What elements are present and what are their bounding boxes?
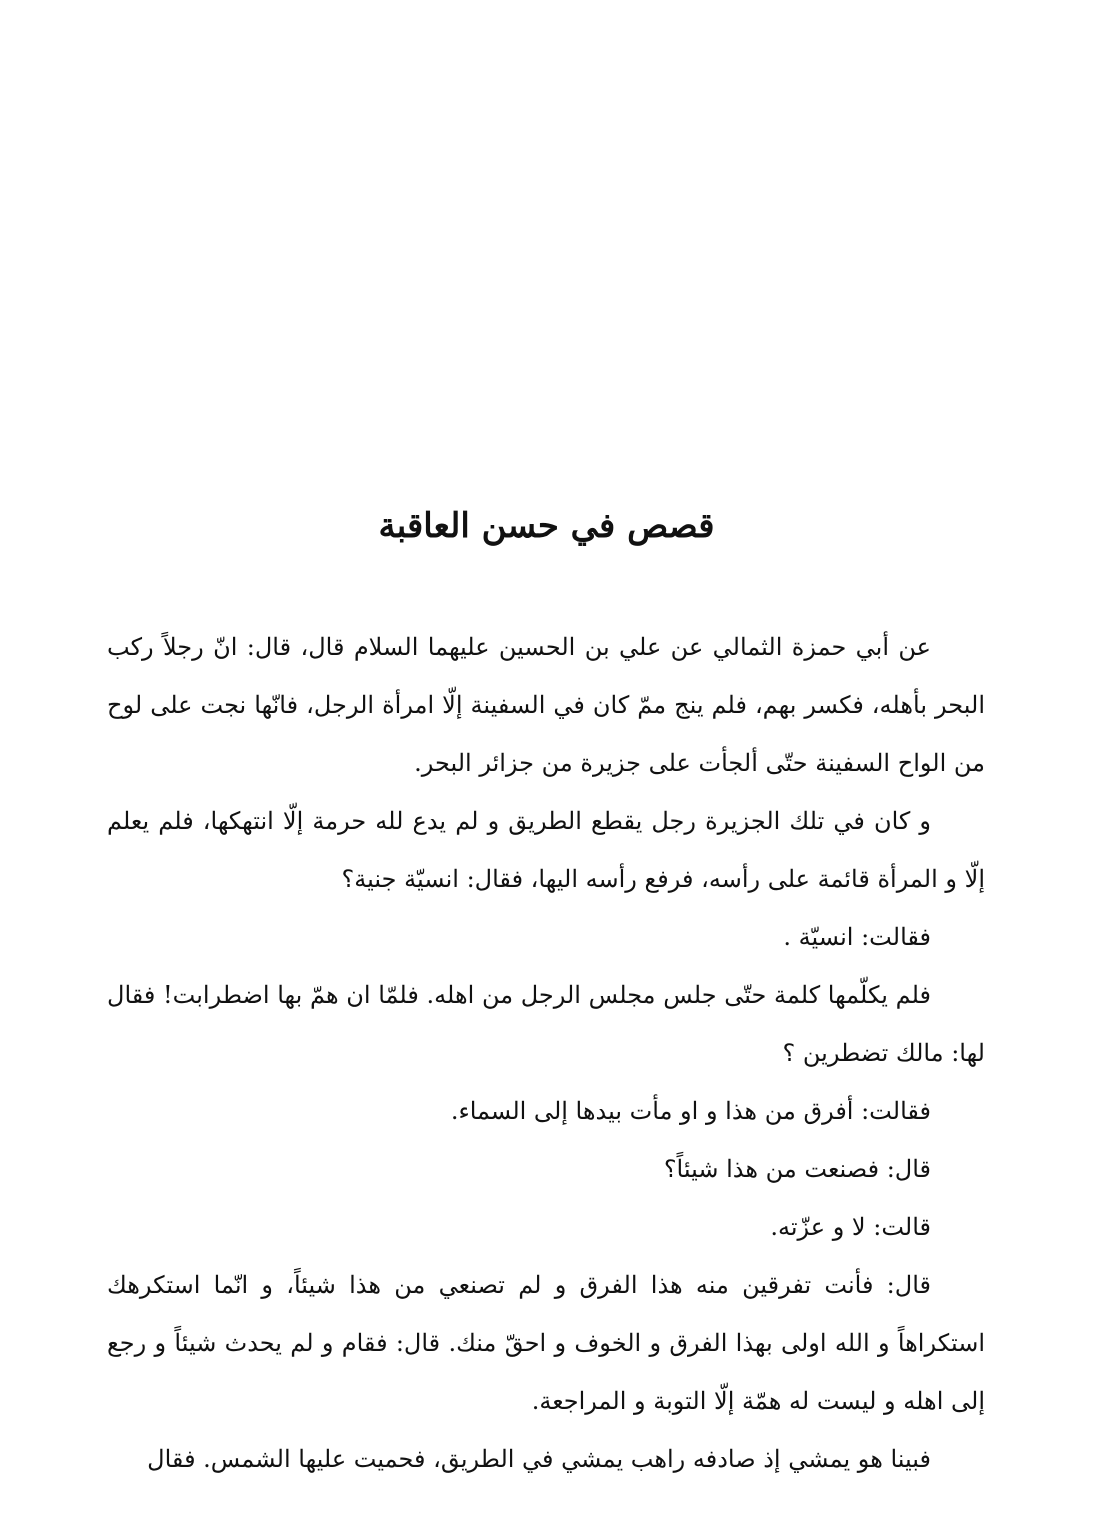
- paragraph-3: فقالت: انسيّة .: [783, 923, 931, 951]
- paragraph-6: قال: فصنعت من هذا شيئاً؟: [663, 1155, 931, 1183]
- paragraph-5: فقالت: أفرق من هذا و او مأت بيدها إلى السماء.: [450, 1097, 931, 1125]
- paragraph-8: قال: فأنت تفرقين منه هذا الفرق و لم تصنعي من هذا شيئاً، و انّما استكرهك استكراهاً و الله اولى بهذا الفرق و الخوف و احقّ منك. قال: فقام و لم يحدث شيئاً و رجع إلى اهله و ليست له همّة إلّا التوبة و المراجعة.: [107, 1271, 985, 1415]
- paragraph-7: قالت: لا و عزّته.: [770, 1213, 931, 1241]
- page-title: قصص في حسن العاقبة: [378, 506, 715, 546]
- paragraph-1: عن أبي حمزة الثمالي عن علي بن الحسين عليهما السلام قال، قال: انّ رجلاً ركب البحر بأهله، فكسر بهم، فلم ينج ممّ كان في السفينة إلّا امرأة الرجل، فانّها نجت على لوح من الواح السفينة حتّى ألجأت على جزيرة من جزائر البحر.: [107, 633, 985, 777]
- paragraph-2: و كان في تلك الجزيرة رجل يقطع الطريق و لم يدع لله حرمة إلّا انتهكها، فلم يعلم إلّا و المرأة قائمة على رأسه، فرفع رأسه اليها، فقال: انسيّة جنية؟: [107, 807, 985, 893]
- paragraph-4: فلم يكلّمها كلمة حتّى جلس مجلس الرجل من اهله. فلمّا ان همّ بها اضطرابت! فقال لها: مالك تضطرين ؟: [107, 981, 985, 1067]
- body-text: [107, 618, 985, 1488]
- paragraph-9: فبينا هو يمشي إذ صادفه راهب يمشي في الطريق، فحميت عليها الشمس. فقال: [147, 1445, 931, 1473]
